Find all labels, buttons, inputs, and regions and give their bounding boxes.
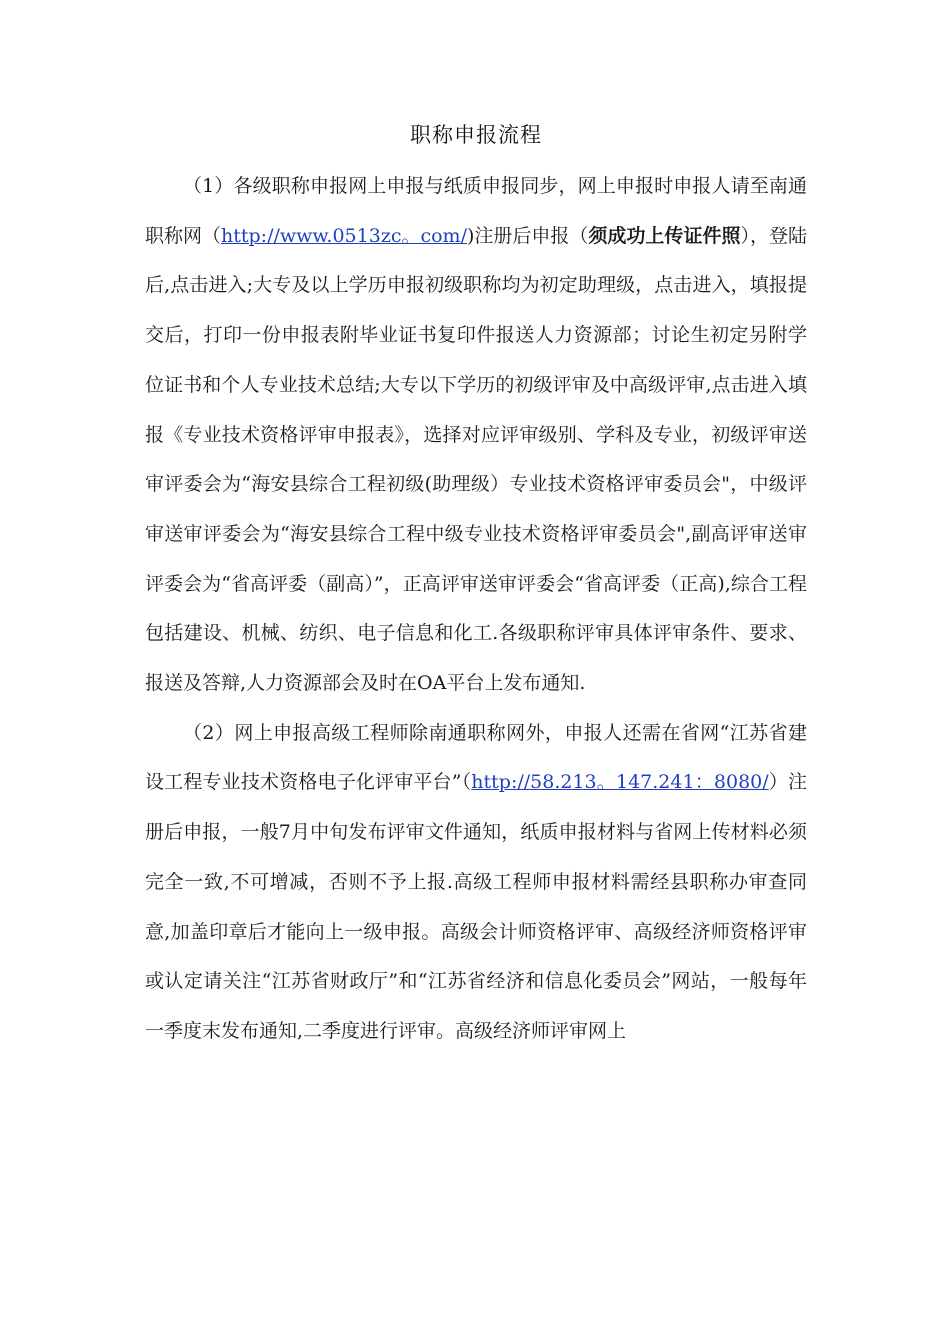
document-title: 职称申报流程 — [410, 123, 542, 147]
paragraph-1-text-b: )注册后申报（ — [466, 224, 589, 247]
paragraph-2 — [145, 709, 807, 1057]
paragraph-1-text-c: ），登陆后,点击进入;大专及以上学历申报初级职称均为初定助理级，点击进入，填报提交后，打印一份申报表附毕业证书复印件报送人力资源部；讨论生初定另附学位证书和个人专业技术总结;大专以下学历的初级评审及中高级评审,点击进入填报《专业技术资格评审申报表》，选择对应评审级别、学科及专业，初级评审送审评委会为“海安县综合工程初级(助理级）专业技术资格评审委员会"，中级评审送审评委会为“海安县综合工程中级专业技术资格评审委员会",副高评审送审评委会为“省高评委（副高）”，正高评审送审评委会“省高评委（正高),综合工程包括建设、机械、纺织、电子信息和化工.各级职称评审具体评审条件、要求、报送及答辩,人力资源部会及时在OA平台上发布通知. — [145, 224, 807, 695]
paragraph-2-text-a: （2）网上申报高级工程师除南通职称网外，申报人还需在省网“江苏省建设工程专业技术资格电子化评审平台”（ — [145, 721, 807, 794]
document-page — [145, 118, 807, 1057]
paragraph-2-text-b: ）注册后申报，一般7月中旬发布评审文件通知，纸质申报材料与省网上传材料必须完全一致,不可增减，否则不予上报.高级工程师申报材料需经县职称办审查同意,加盖印章后才能向上一级申报。高级会计师资格评审、高级经济师资格评审或认定请关注“江苏省财政厅”和“江苏省经济和信息化委员会”网站，一般每年一季度末发布通知,二季度进行评审。高级经济师评审网上 — [145, 771, 807, 1042]
photo-upload-emphasis: 须成功上传证件照 — [588, 224, 741, 247]
paragraph-1 — [145, 162, 807, 709]
jiangsu-review-platform-link[interactable]: http://58.213。147.241：8080/ — [471, 771, 769, 794]
paragraph-1-text-a: （1）各级职称申报网上申报与纸质申报同步，网上申报时申报人请至南通职称网（ — [145, 175, 807, 247]
nantong-zhicheng-link[interactable]: http://www.0513zc。com/ — [221, 224, 467, 247]
